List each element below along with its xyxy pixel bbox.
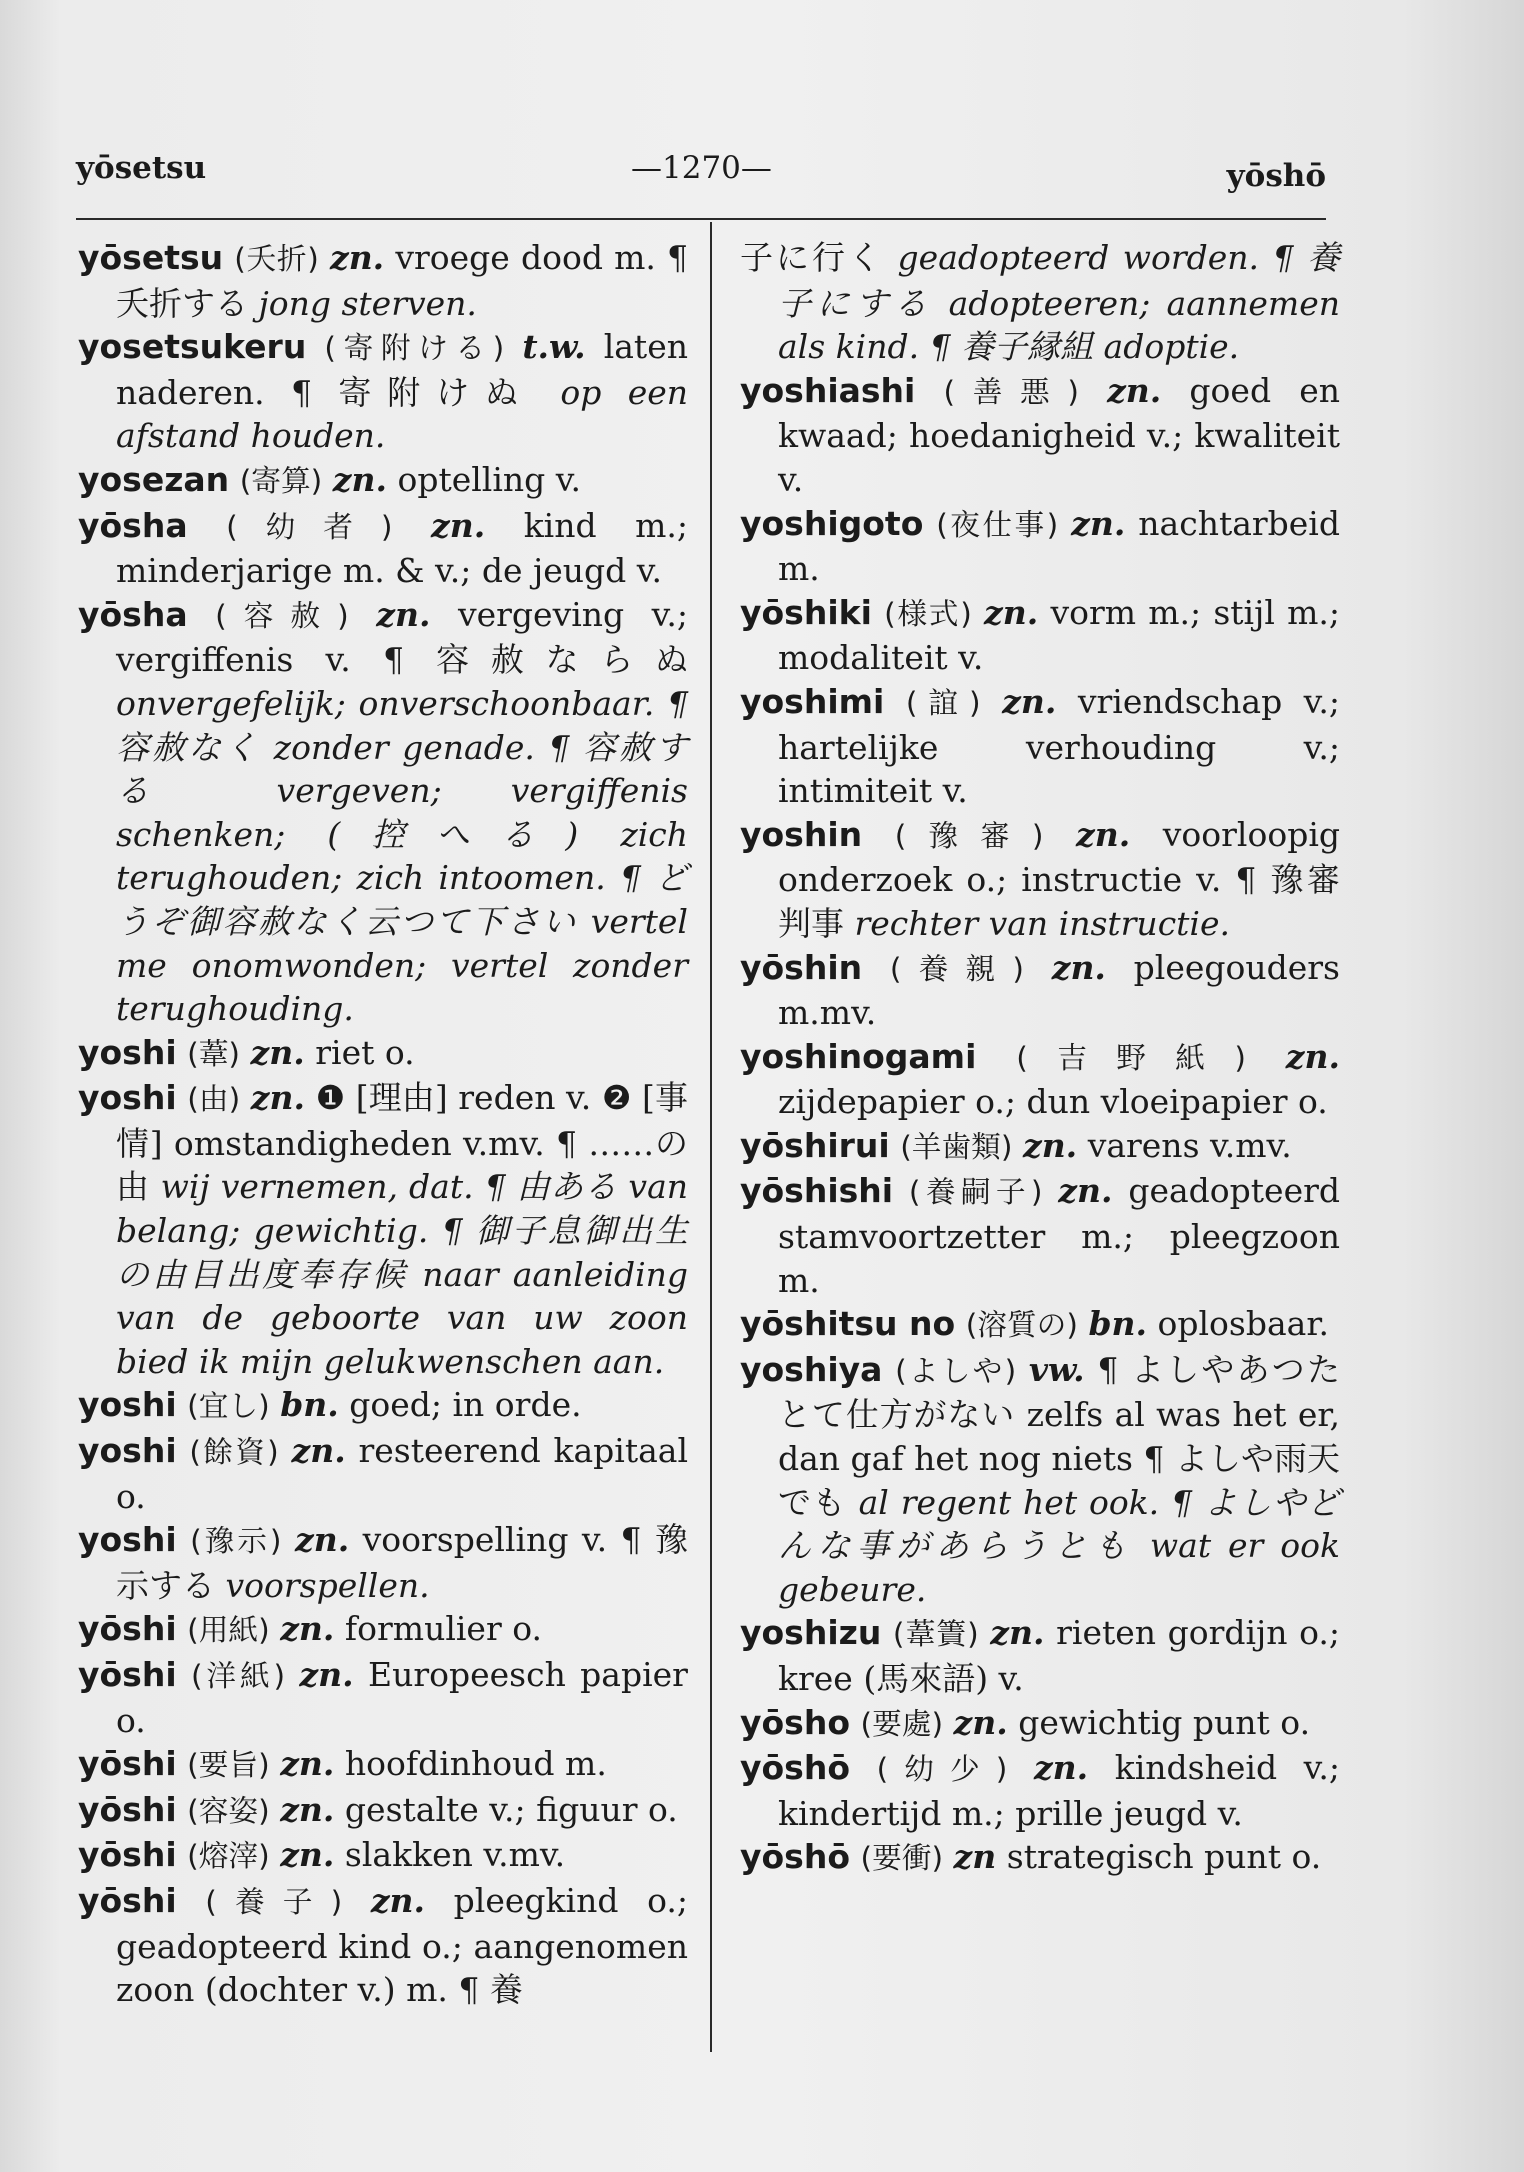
entry-kanji: (由) xyxy=(187,1082,241,1118)
entry-kanji: (養嗣子) xyxy=(908,1175,1043,1211)
entry-grammar-label: zn. xyxy=(332,459,387,499)
entry-grammar-label: bn. xyxy=(280,1385,339,1425)
entry-grammar-label: zn. xyxy=(376,594,431,634)
dictionary-entry xyxy=(740,1701,1340,1747)
entry-grammar-label: zn. xyxy=(953,1702,1008,1742)
entry-kanji: (熔滓) xyxy=(187,1839,270,1875)
entry-grammar-label: zn. xyxy=(430,505,486,545)
entry-definition: goed; in orde. xyxy=(349,1385,582,1425)
entry-definition: resteerend kapitaal o. xyxy=(116,1431,689,1516)
entry-definition: slakken v.mv. xyxy=(344,1835,566,1875)
entry-definition: pleegouders m.mv. xyxy=(778,947,1340,1033)
entry-definition: formulier o. xyxy=(344,1609,543,1649)
entry-kanji: (夭折) xyxy=(234,242,319,277)
entry-grammar-label: zn. xyxy=(990,1613,1045,1653)
dictionary-entry xyxy=(740,1035,1340,1124)
entry-grammar-label: bn. xyxy=(1088,1304,1147,1344)
entry-grammar-label: zn. xyxy=(1285,1036,1340,1076)
entry-grammar-label: zn. xyxy=(1075,814,1131,854)
dictionary-entry xyxy=(78,1076,688,1383)
entry-grammar-label: zn. xyxy=(1107,370,1162,410)
entry-grammar-label: zn. xyxy=(280,1789,335,1829)
dictionary-entry xyxy=(78,325,688,458)
dictionary-entry xyxy=(78,1031,688,1077)
entry-headword: yoshimi xyxy=(740,681,885,721)
entry-definition: vroege dood m. ¶ 夭折する xyxy=(116,238,689,323)
entry-definition: varens v.mv. xyxy=(1087,1125,1292,1165)
entry-definition: pleegkind o.; geadopteerd kind o.; aangenomen zoon (dochter v.) m. ¶ 養 xyxy=(116,1880,688,2010)
entry-grammar-label: zn. xyxy=(250,1032,305,1072)
entry-kanji: (葦簀) xyxy=(892,1617,979,1653)
entry-kanji: (善悪) xyxy=(943,374,1079,410)
column-divider xyxy=(710,222,712,2052)
entry-kanji: (養子) xyxy=(205,1884,343,1920)
page-header xyxy=(76,150,1326,200)
dictionary-entry xyxy=(740,591,1340,680)
entry-grammar-label: zn. xyxy=(280,1609,335,1649)
entry-grammar-label: zn. xyxy=(1002,681,1057,721)
dictionary-entry xyxy=(740,236,1340,369)
entry-kanji: (夜仕事) xyxy=(936,507,1059,543)
entry-definition: nachtarbeid m. xyxy=(778,503,1340,589)
entry-example: rechter van instructie. xyxy=(854,903,1231,943)
dictionary-entry xyxy=(78,593,688,1031)
entry-headword: yōshirui xyxy=(740,1125,890,1165)
header-rule xyxy=(76,218,1326,220)
dictionary-entry xyxy=(740,1348,1340,1612)
right-column xyxy=(740,236,1340,1881)
entry-grammar-label: zn. xyxy=(984,592,1039,632)
entry-definition: rieten gordijn o.; kree (馬來語) v. xyxy=(778,1613,1340,1698)
dictionary-entry xyxy=(740,369,1340,502)
entry-kanji: (餘資) xyxy=(189,1435,279,1471)
dictionary-entry xyxy=(78,1429,688,1518)
dictionary-entry xyxy=(78,1607,688,1653)
entry-kanji: (幼少) xyxy=(876,1752,1008,1788)
dictionary-entry xyxy=(78,1653,688,1742)
entry-headword: yosetsukeru xyxy=(78,327,307,367)
entry-example: geadopteerd worden. ¶ 養子にする adopteeren; aannemen als kind. ¶ 養子縁組 adoptie. xyxy=(778,238,1340,367)
entry-headword: yoshi xyxy=(78,1032,177,1072)
dictionary-entry xyxy=(78,1383,688,1429)
entry-headword: yoshizu xyxy=(740,1613,882,1653)
entry-definition: gewichtig punt o. xyxy=(1018,1702,1311,1742)
entry-headword: yōshō xyxy=(740,1837,850,1877)
dictionary-entry xyxy=(78,458,688,504)
dictionary-entry xyxy=(78,1518,688,1607)
entry-headword: yōsha xyxy=(78,594,188,634)
entry-kanji: (葦) xyxy=(187,1036,240,1072)
dictionary-entry xyxy=(78,236,688,325)
entry-grammar-label: zn. xyxy=(280,1744,335,1784)
entry-kanji: (要處) xyxy=(860,1706,944,1742)
entry-headword: yoshi xyxy=(78,1078,177,1118)
entry-definition: Europeesch papier o. xyxy=(116,1655,688,1740)
entry-headword: yōshi xyxy=(78,1609,177,1649)
entry-definition: gestalte v.; figuur o. xyxy=(344,1789,678,1829)
dictionary-entry xyxy=(740,1611,1340,1700)
entry-headword: yōshiki xyxy=(740,592,872,632)
entry-headword: yoshin xyxy=(740,814,863,854)
entry-definition: ¶ よしやあつたとて仕方がない zelfs al was het er, dan gaf het nog niets ¶ よしや雨天でも xyxy=(778,1349,1341,1522)
entry-grammar-label: zn. xyxy=(1051,947,1106,987)
entry-headword: yōshi xyxy=(78,1655,177,1694)
entry-definition: optelling v. xyxy=(397,459,581,499)
entry-definition: hoofdinhoud m. xyxy=(344,1744,607,1784)
dictionary-entry xyxy=(740,813,1340,946)
dictionary-entry xyxy=(740,1124,1340,1170)
entry-example: voorspellen. xyxy=(225,1565,430,1605)
entry-headword: yōshi xyxy=(78,1880,177,1920)
dictionary-entry xyxy=(740,1169,1340,1302)
entry-grammar-label: vw. xyxy=(1028,1349,1085,1389)
left-running-headword: yōsetsu xyxy=(76,150,207,186)
entry-example: jong sterven. xyxy=(258,283,477,323)
entry-headword: yoshinogami xyxy=(740,1036,977,1076)
entry-definition: kind m.; minderjarige m. & v.; de jeugd v. xyxy=(116,505,688,591)
entry-headword: yōshi xyxy=(78,1789,177,1829)
entry-kanji: (寄算) xyxy=(239,463,323,499)
entry-definition: 子に行く xyxy=(740,238,885,277)
page-number: —1270— xyxy=(631,150,772,186)
entry-kanji: (幼者) xyxy=(226,509,393,545)
entry-headword: yōshin xyxy=(740,947,863,987)
entry-kanji: (寄附ける) xyxy=(324,331,505,367)
entry-kanji: (豫審) xyxy=(894,818,1044,854)
dictionary-entry xyxy=(740,946,1340,1035)
dictionary-entry xyxy=(740,1746,1340,1835)
entry-definition: voorspelling v. ¶ 豫示する xyxy=(116,1520,688,1605)
entry-headword: yōshi xyxy=(78,1744,177,1784)
dictionary-entry xyxy=(740,1835,1340,1881)
entry-kanji: (容赦) xyxy=(215,598,349,634)
entry-grammar-label: zn. xyxy=(250,1078,305,1118)
dictionary-entry xyxy=(78,504,688,593)
entry-example: al regent het ook. ¶ よしやどんな事があらうとも wat er ook gebeure. xyxy=(778,1482,1341,1609)
entry-headword: yōsha xyxy=(78,505,188,545)
entry-grammar-label: zn. xyxy=(1033,1748,1089,1788)
entry-example: wij vernemen, dat. ¶ 由ある van belang; gewichtig. ¶ 御子息御出生の由目出度奉存候 naar aanleiding van de geboorte van uw zoon bied ik mijn gelukwenschen aan. xyxy=(116,1167,688,1381)
entry-kanji: (豫示) xyxy=(190,1524,282,1560)
entry-headword: yōshi xyxy=(78,1835,177,1875)
entry-grammar-label: zn. xyxy=(1058,1171,1113,1211)
entry-grammar-label: zn. xyxy=(1022,1125,1078,1165)
entry-kanji: (羊歯類) xyxy=(900,1129,1013,1165)
entry-grammar-label: zn. xyxy=(291,1431,346,1471)
entry-headword: yoshiya xyxy=(740,1349,883,1389)
entry-definition: zijdepapier o.; dun vloeipapier o. xyxy=(778,1082,1328,1122)
entry-kanji: (誼) xyxy=(905,685,981,721)
dictionary-entry xyxy=(78,1788,688,1834)
entry-grammar-label: zn. xyxy=(370,1880,426,1920)
entry-headword: yōshitsu no xyxy=(740,1304,956,1344)
entry-grammar-label: zn xyxy=(953,1837,997,1877)
entry-headword: yoshigoto xyxy=(740,503,924,543)
entry-definition: vorm m.; stijl m.; modaliteit v. xyxy=(778,592,1340,678)
dictionary-entry xyxy=(78,1833,688,1879)
entry-grammar-label: zn. xyxy=(299,1655,354,1694)
entry-grammar-label: t.w. xyxy=(522,327,586,367)
right-running-headword: yōshō xyxy=(1226,158,1326,194)
entry-headword: yoshiashi xyxy=(740,370,916,410)
entry-kanji: (様式) xyxy=(884,596,972,632)
entry-grammar-label: zn. xyxy=(294,1520,350,1560)
entry-kanji: (洋紙) xyxy=(190,1659,286,1694)
entry-grammar-label: zn. xyxy=(329,238,385,277)
entry-definition: voorloopig onderzoek o.; instructie v. ¶ 豫審判事 xyxy=(778,814,1341,943)
entry-kanji: (養親) xyxy=(889,951,1024,987)
entry-headword: yōsho xyxy=(740,1702,850,1742)
entry-headword: yōsetsu xyxy=(78,238,224,277)
entry-definition: oplosbaar. xyxy=(1157,1304,1329,1344)
entry-kanji: (溶質の) xyxy=(965,1308,1078,1344)
entry-headword: yoshi xyxy=(78,1431,177,1471)
entry-example: onvergefelijk; onverschoonbaar. ¶ 容赦なく zonder genade. ¶ 容赦する vergeven; vergiffenis schenken; (控へる) zich terughouden; zich intoomen. ¶ どうぞ御容赦なく云つて下さい vertel me onomwonden; vertel zonder terughouding. xyxy=(116,683,688,1029)
entry-definition: goed en kwaad; hoedanigheid v.; kwaliteit v. xyxy=(778,370,1340,499)
entry-kanji: (宜し) xyxy=(187,1389,270,1425)
dictionary-entry xyxy=(78,1742,688,1788)
dictionary-entry xyxy=(740,680,1340,813)
entry-definition: riet o. xyxy=(315,1032,415,1072)
entry-kanji: (要旨) xyxy=(187,1748,270,1784)
entry-headword: yoshi xyxy=(78,1385,177,1425)
entry-kanji: (よしや) xyxy=(895,1353,1017,1389)
entry-kanji: (容姿) xyxy=(187,1793,270,1829)
entry-definition: ❶ [理由] reden v. ❷ [事情] omstandigheden v.mv. ¶ ……の由 xyxy=(116,1078,688,1207)
entry-headword: yosezan xyxy=(78,459,230,499)
entry-grammar-label: zn. xyxy=(280,1835,335,1875)
entry-definition: vriendschap v.; hartelijke verhouding v.; intimiteit v. xyxy=(778,681,1340,811)
entry-headword: yōshō xyxy=(740,1748,850,1788)
entry-kanji: (用紙) xyxy=(187,1613,270,1649)
entry-grammar-label: zn. xyxy=(1071,503,1126,543)
left-column xyxy=(78,236,688,2012)
entry-example: op een afstand houden. xyxy=(116,372,689,456)
entry-definition: vergeving v.; vergiffenis v. ¶ 容赦ならぬ xyxy=(116,594,688,680)
dictionary-entry xyxy=(740,502,1340,591)
entry-headword: yoshi xyxy=(78,1520,177,1560)
entry-definition: strategisch punt o. xyxy=(1006,1837,1322,1877)
dictionary-entry xyxy=(78,1879,688,2012)
entry-kanji: (吉野紙) xyxy=(1016,1040,1246,1076)
entry-kanji: (要衝) xyxy=(860,1841,944,1877)
entry-definition: kindsheid v.; kindertijd m.; prille jeugd v. xyxy=(778,1748,1340,1833)
dictionary-entry xyxy=(740,1302,1340,1348)
entry-definition: laten naderen. ¶ 寄附けぬ xyxy=(116,327,688,412)
entry-headword: yōshishi xyxy=(740,1171,894,1211)
entry-definition: geadopteerd stamvoortzetter m.; pleegzoon m. xyxy=(778,1171,1340,1300)
